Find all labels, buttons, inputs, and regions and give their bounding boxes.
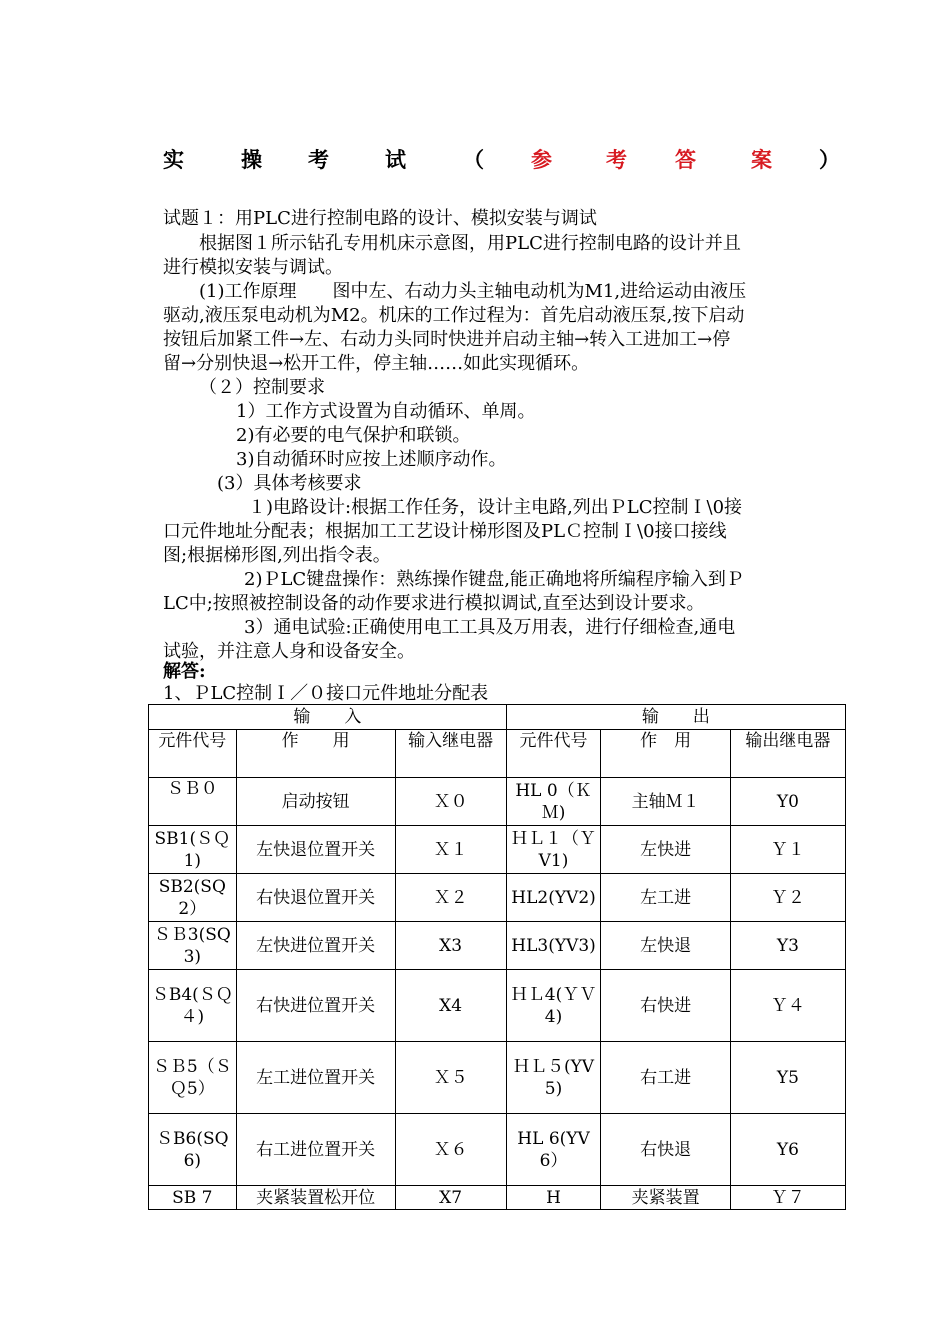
assessment-line: 图;根据梯形图,列出指令表。 [163,545,391,566]
table-cell: ＨＬ１（ＹV1) [506,826,601,874]
table-cell: Ｘ１ [395,826,506,874]
assessment-line: 2)ＰLC键盘操作：熟练操作键盘,能正确地将所编程序输入到Ｐ [244,569,744,590]
principle-line: 按钮后加紧工件→左、右动力头同时快进并启动主轴→转入工进加工→停 [163,329,731,350]
title-char: 考 [606,147,627,172]
table-cell: ＳB4(ＳＱ４) [149,970,237,1042]
title-char: 参 [531,147,552,172]
intro-line: 进行模拟安装与调试。 [163,257,343,278]
table-cell: Ｘ０ [395,778,506,826]
page-title [163,144,840,174]
principle-line: 留→分别快退→松开工件，停主轴……如此实现循环。 [163,353,590,374]
assessment-line: 试验，并注意人身和设备安全。 [163,641,415,662]
table-cell: Ｙ７ [730,1186,845,1210]
table-cell: Ｙ１ [730,826,845,874]
table-cell: 右快进位置开关 [236,970,395,1042]
control-requirements-title: （２）控制要求 [199,377,325,398]
assessment-line: 口元件地址分配表；根据加工工艺设计梯形图及PLＣ控制Ｉ\0接口接线 [163,521,727,542]
control-requirement: 3)自动循环时应按上述顺序动作。 [236,449,507,470]
table-cell: HL3(YV3) [506,922,601,970]
table-cell: 左快退位置开关 [236,826,395,874]
column-header: 作 用 [601,730,730,778]
table-cell: 右快进 [601,970,730,1042]
io-address-table [148,704,846,1210]
title-char: 试 [385,147,406,172]
table-group-header-row [149,705,846,730]
table-cell: ＳＢ3(SQ3) [149,922,237,970]
assessment-line: １)电路设计:根据工作任务，设计主电路,列出ＰLC控制Ｉ\0接 [248,497,743,518]
column-header: 作 用 [236,730,395,778]
table-cell: 左工进 [601,874,730,922]
assessment-line: 3）通电试验:正确使用电工工具及万用表，进行仔细检查,通电 [244,617,736,638]
question-heading: 试题１：用PLC进行控制电路的设计、模拟安装与调试 [163,208,597,229]
table-cell: 主轴Ｍ１ [601,778,730,826]
input-group-header: 输 入 [149,705,507,730]
control-requirement: 2)有必要的电气保护和联锁。 [236,425,471,446]
table-cell: 启动按钮 [236,778,395,826]
table-cell: H [506,1186,601,1210]
answer-label: 解答: [163,661,206,682]
table-row [149,1186,846,1210]
table-cell: HL 6(YV6） [506,1114,601,1186]
column-header: 输出继电器 [730,730,845,778]
table-cell: 夹紧装置 [601,1186,730,1210]
control-requirement: 1）工作方式设置为自动循环、单周。 [236,401,536,422]
table-cell: 右工进位置开关 [236,1114,395,1186]
table-caption: 1、ＰLC控制Ｉ／０接口元件地址分配表 [163,683,489,704]
table-row [149,1042,846,1114]
table-cell: Ｘ５ [395,1042,506,1114]
table-cell: X4 [395,970,506,1042]
table-cell: Y0 [730,778,845,826]
table-cell: 左快进 [601,826,730,874]
table-cell: HL 0（ＫＭ) [506,778,601,826]
table-cell: 左快进位置开关 [236,922,395,970]
table-cell: HL2(YV2) [506,874,601,922]
title-char: 考 [308,147,329,172]
principle-line: 驱动,液压泵电动机为M2。机床的工作过程为：首先启动液压泵,按下启动 [163,305,745,326]
table-cell: SB1(ＳＱ1) [149,826,237,874]
table-cell: Ｘ６ [395,1114,506,1186]
title-char: 操 [241,147,262,172]
table-row [149,826,846,874]
table-cell: Ｙ４ [730,970,845,1042]
table-cell: 右工进 [601,1042,730,1114]
table-row [149,970,846,1042]
table-row [149,1114,846,1186]
table-column-header-row [149,730,846,778]
table-cell: ＨＬ５(YV5) [506,1042,601,1114]
table-cell: Ｙ２ [730,874,845,922]
title-char: ） [819,147,840,172]
table-row [149,874,846,922]
assessment-title: (3）具体考核要求 [217,473,362,494]
title-char: 答 [675,147,696,172]
column-header: 元件代号 [149,730,237,778]
title-char: 实 [163,147,184,172]
table-cell: 右快退 [601,1114,730,1186]
table-cell: ＨＬ4(ＹＶ4) [506,970,601,1042]
intro-line: 根据图１所示钻孔专用机床示意图，用PLC进行控制电路的设计并且 [199,233,741,254]
table-cell: 夹紧装置松开位 [236,1186,395,1210]
table-cell: 右快退位置开关 [236,874,395,922]
title-char: （ [463,147,484,172]
table-cell: Y6 [730,1114,845,1186]
title-char: 案 [751,147,772,172]
principle-line: (1)工作原理 图中左、右动力头主轴电动机为M1,进给运动由液压 [199,281,747,302]
column-header: 元件代号 [506,730,601,778]
table-cell: 左工进位置开关 [236,1042,395,1114]
table-cell: ＳＢ5（ＳＱ5） [149,1042,237,1114]
table-row [149,778,846,826]
table-row [149,922,846,970]
table-cell: ＳB6(SQ6) [149,1114,237,1186]
table-cell: Y3 [730,922,845,970]
column-header: 输入继电器 [395,730,506,778]
output-group-header: 输 出 [506,705,845,730]
table-cell: 左快退 [601,922,730,970]
table-cell: X7 [395,1186,506,1210]
table-cell: SB 7 [149,1186,237,1210]
table-cell: X3 [395,922,506,970]
table-cell: ＳＢ０ [149,778,237,826]
table-cell: SB2(SQ2） [149,874,237,922]
assessment-line: LC中;按照被控制设备的动作要求进行模拟调试,直至达到设计要求。 [163,593,705,614]
table-cell: Ｘ２ [395,874,506,922]
table-cell: Y5 [730,1042,845,1114]
